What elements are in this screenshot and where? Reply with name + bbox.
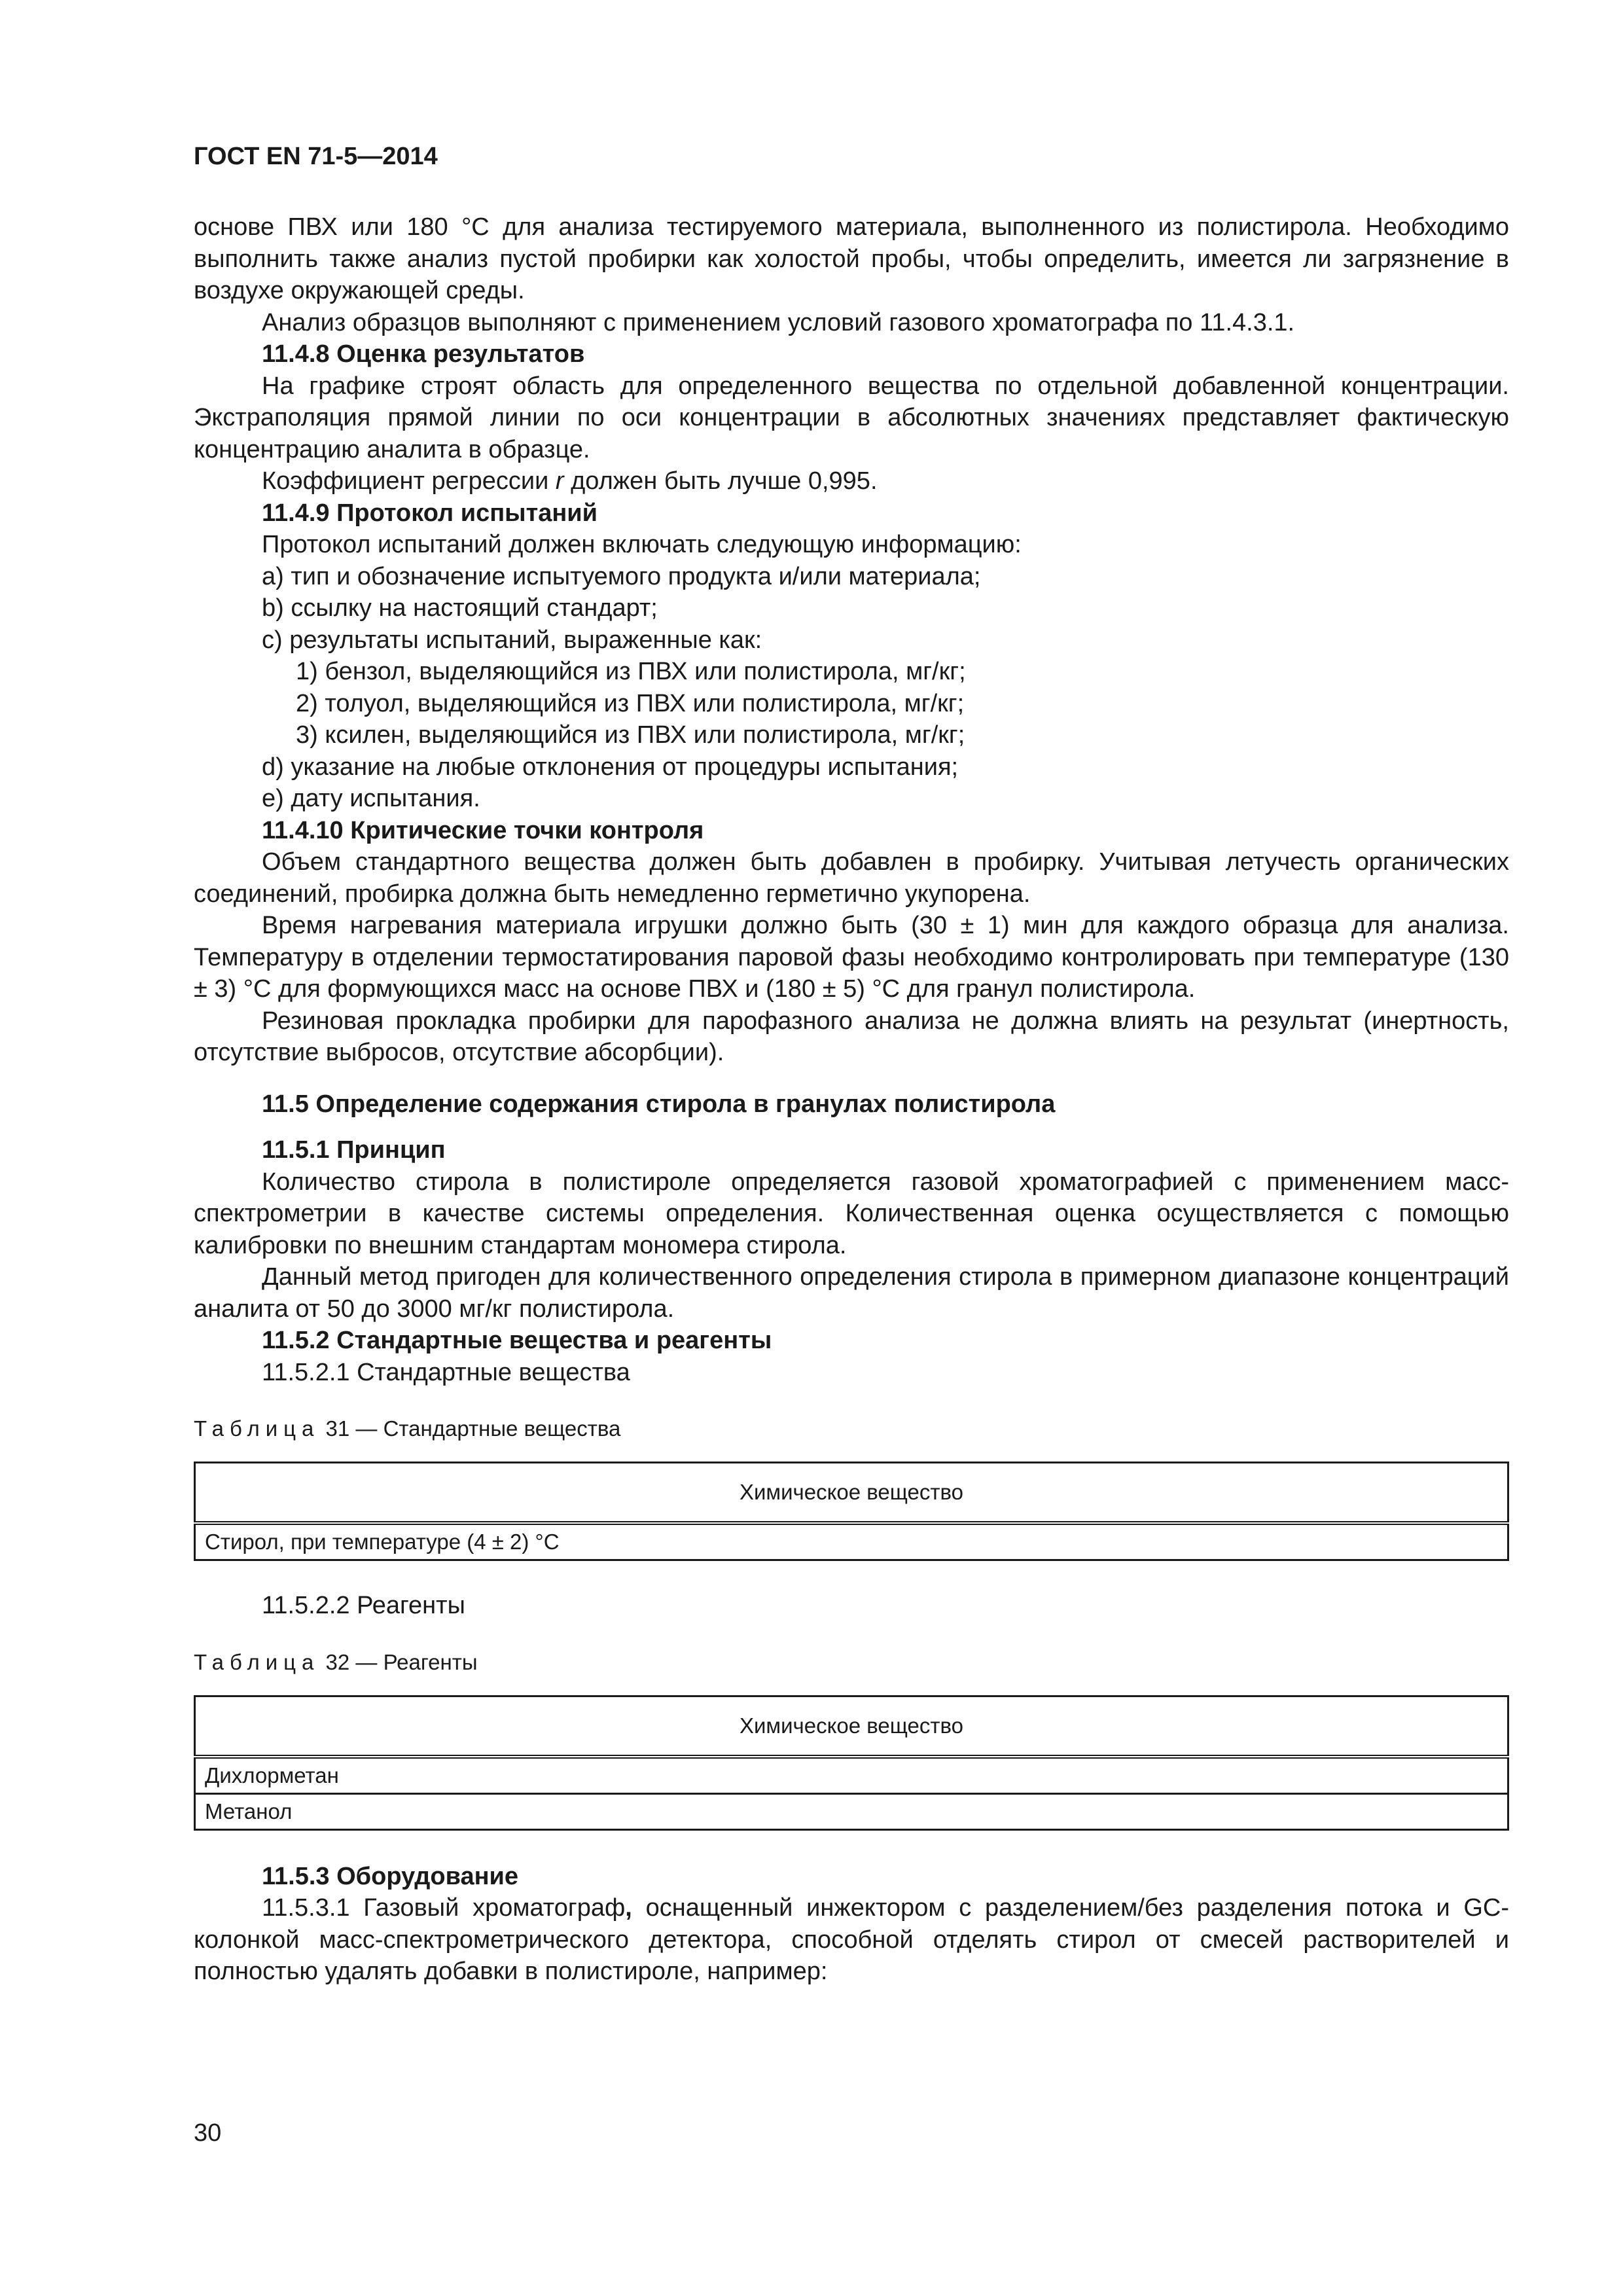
protocol-item-a: a) тип и обозначение испытуемого продукта и/или материала;: [262, 562, 981, 590]
section-11-4-8-paragraph-2: [194, 465, 1509, 497]
table-31-caption-label: Таблица: [194, 1416, 320, 1441]
section-11-4-10-paragraph-2: Время нагревания материала игрушки должно быть (30 ± 1) мин для каждого образца для анализа. Температуру в отделении термостатирования паровой фазы необходимо контролировать при температуре (130 ± 3) °С для формующихся масс на основе ПВХ и (180 ± 5) °С для гранул полистирола.: [194, 912, 1509, 1003]
section-heading-11-5-2: 11.5.2 Стандартные вещества и реагенты: [262, 1327, 772, 1354]
protocol-subitem-2: 2) толуол, выделяющийся из ПВХ или полистирола, мг/кг;: [296, 689, 965, 717]
section-heading-11-5: 11.5 Определение содержания стирола в гранулах полистирола: [262, 1090, 1056, 1118]
table-32-row: Метанол: [195, 1793, 1508, 1829]
table-32-caption-label: Таблица: [194, 1649, 320, 1674]
gas-chromatograph-lead: 11.5.3.1 Газовый хроматограф: [262, 1894, 626, 1922]
gas-chromatograph-text: оснащенный инжектором с разделением/без разделения потока и GC-колонкой масс-спектрометрического детектора, способной отделять стирол от смесей растворителей и полностью удалять добавки в полистироле, например:: [194, 1894, 1509, 1985]
section-heading-11-4-9: 11.4.9 Протокол испытаний: [262, 499, 598, 527]
table-31: [194, 1462, 1509, 1561]
document-header-title: ГОСТ EN 71-5—2014: [194, 143, 438, 170]
protocol-subitem-3: 3) ксилен, выделяющийся из ПВХ или полистирола, мг/кг;: [296, 721, 965, 749]
page-number: 30: [194, 2119, 222, 2147]
section-heading-11-4-8: 11.4.8 Оценка результатов: [262, 340, 585, 368]
section-11-4-10-paragraph-3: Резиновая прокладка пробирки для парофазного анализа не должна влиять на результат (инертность, отсутствие выбросов, отсутствие абсорбции).: [194, 1007, 1509, 1066]
table-32-caption-text: 32 — Реагенты: [319, 1649, 478, 1674]
section-heading-11-4-10: 11.4.10 Критические точки контроля: [262, 816, 704, 844]
protocol-item-e: e) дату испытания.: [262, 785, 480, 812]
section-heading-11-5-1: 11.5.1 Принцип: [262, 1136, 446, 1164]
protocol-subitem-1: 1) бензол, выделяющийся из ПВХ или полистирола, мг/кг;: [296, 658, 966, 685]
subsection-11-5-2-1: 11.5.2.1 Стандартные вещества: [262, 1358, 630, 1386]
table-31-caption-text: 31 — Стандартные вещества: [319, 1416, 621, 1441]
regression-variable: r: [555, 467, 564, 495]
table-31-header: Химическое вещество: [195, 1463, 1508, 1524]
protocol-item-b: b) ссылку на настоящий стандарт;: [262, 594, 658, 622]
regression-text-end: должен быть лучше 0,995.: [563, 467, 878, 495]
table-32: [194, 1695, 1509, 1831]
section-11-4-8-paragraph-1: На графике строят область для определенного вещества по отдельной добавленной концентрации. Экстраполяция прямой линии по оси концентрации в абсолютных значениях представляет фактическую концентрацию аналита в образце.: [194, 372, 1509, 463]
gas-chromatograph-comma: ,: [625, 1894, 632, 1922]
table-31-caption: [194, 1414, 1509, 1443]
document-page: [194, 141, 1509, 1988]
regression-text-start: Коэффициент регрессии: [262, 467, 556, 495]
section-11-5-1-paragraph-2: Данный метод пригоден для количественного определения стирола в примерном диапазоне концентраций аналита от 50 до 3000 мг/кг полистирола.: [194, 1263, 1509, 1323]
table-32-row: Дихлорметан: [195, 1757, 1508, 1794]
intro-paragraph-2: Анализ образцов выполняют с применением условий газового хроматографа по 11.4.3.1.: [262, 308, 1295, 336]
section-heading-11-5-3: 11.5.3 Оборудование: [262, 1862, 519, 1890]
intro-paragraph-1: основе ПВХ или 180 °С для анализа тестируемого материала, выполненного из полистирола. Необходимо выполнить также анализ пустой пробирки как холостой пробы, чтобы определить, имеется ли загрязнение в воздухе окружающей среды.: [194, 213, 1509, 304]
protocol-intro: Протокол испытаний должен включать следующую информацию:: [262, 531, 1022, 558]
table-31-row: Стирол, при температуре (4 ± 2) °С: [195, 1523, 1508, 1560]
protocol-item-d: d) указание на любые отклонения от процедуры испытания;: [262, 753, 959, 781]
protocol-item-c: c) результаты испытаний, выраженные как:: [262, 626, 762, 654]
subsection-11-5-2-2: 11.5.2.2 Реагенты: [262, 1592, 465, 1619]
table-32-caption: [194, 1648, 1509, 1677]
section-11-5-1-paragraph-1: Количество стирола в полистироле определяется газовой хроматографией с применением масс-спектрометрии в качестве системы определения. Количественная оценка осуществляется с помощью калибровки по внешним стандартам мономера стирола.: [194, 1168, 1509, 1259]
section-11-5-3-1-paragraph: [194, 1892, 1509, 1988]
table-32-header: Химическое вещество: [195, 1696, 1508, 1757]
section-11-4-10-paragraph-1: Объем стандартного вещества должен быть добавлен в пробирку. Учитывая летучесть органических соединений, пробирка должна быть немедленно герметично укупорена.: [194, 848, 1509, 908]
